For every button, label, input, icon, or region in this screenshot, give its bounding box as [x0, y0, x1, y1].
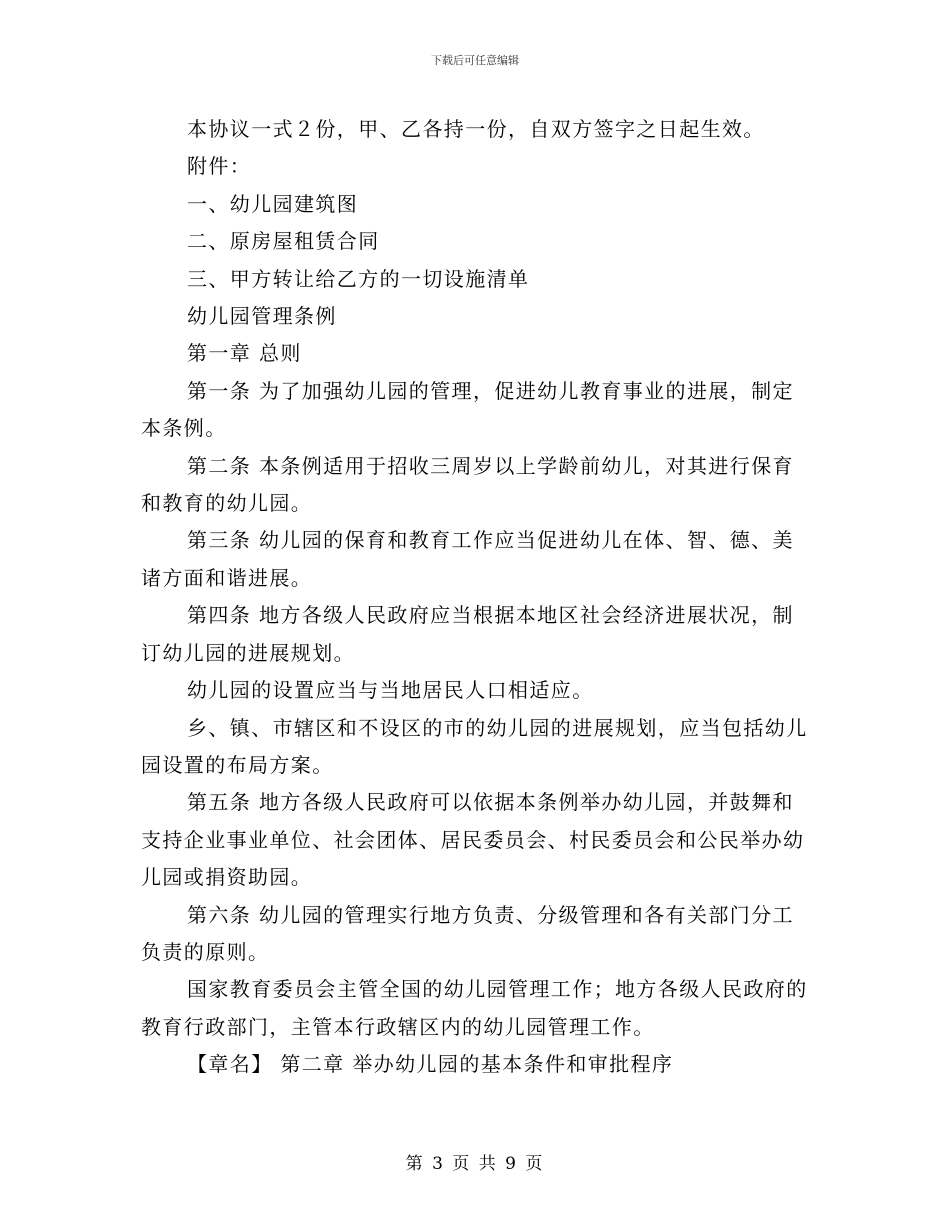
article-3: 第三条 幼儿园的保育和教育工作应当促进幼儿在体、智、德、美诸方面和谐进展。: [141, 528, 794, 590]
article-2: 第二条 本条例适用于招收三周岁以上学龄前幼儿，对其进行保育和教育的幼儿园。: [141, 453, 794, 516]
chapter-1-heading: 第一章 总则: [187, 341, 302, 366]
article-4-paragraph-3: 乡、镇、市辖区和不设区的市的幼儿园的进展规划，应当包括幼儿园设置的布局方案。: [141, 715, 808, 777]
page-number-footer: 第 3 页 共 9 页: [405, 1154, 545, 1174]
paragraph-attachments-label: 附件：: [187, 154, 252, 179]
document-body: [141, 111, 811, 1084]
chapter-2-heading: 【章名】 第二章 举办幼儿园的基本条件和审批程序: [187, 1052, 674, 1077]
paragraph-attachment-1: 一、幼儿园建筑图: [187, 191, 359, 216]
article-5: 第五条 地方各级人民政府可以依据本条例举办幼儿园，并鼓舞和支持企业事业单位、社会团体、居民委员会、村民委员会和公民举办幼儿园或捐资助园。: [141, 790, 805, 890]
page-header: 下载后可任意编辑: [431, 54, 519, 67]
article-6: 第六条 幼儿园的管理实行地方负责、分级管理和各有关部门分工负责的原则。: [141, 902, 794, 964]
paragraph-attachment-2: 二、原房屋租赁合同: [187, 229, 380, 254]
article-4: 第四条 地方各级人民政府应当根据本地区社会经济进展状况，制订幼儿园的进展规划。: [141, 603, 794, 665]
paragraph-agreement-copies: 本协议一式２份，甲、乙各持一份，自双方签字之日起生效。: [187, 117, 765, 141]
article-6-paragraph-2: 国家教育委员会主管全国的幼儿园管理工作；地方各级人民政府的教育行政部门，主管本行政辖区内的幼儿园管理工作。: [141, 977, 808, 1039]
section-title-regulations: 幼儿园管理条例: [187, 304, 337, 329]
paragraph-attachment-3: 三、甲方转让给乙方的一切设施清单: [187, 266, 530, 291]
article-1: 第一条 为了加强幼儿园的管理，促进幼儿教育事业的进展，制定本条例。: [141, 378, 794, 441]
article-4-paragraph-2: 幼儿园的设置应当与当地居民人口相适应。: [187, 678, 594, 703]
